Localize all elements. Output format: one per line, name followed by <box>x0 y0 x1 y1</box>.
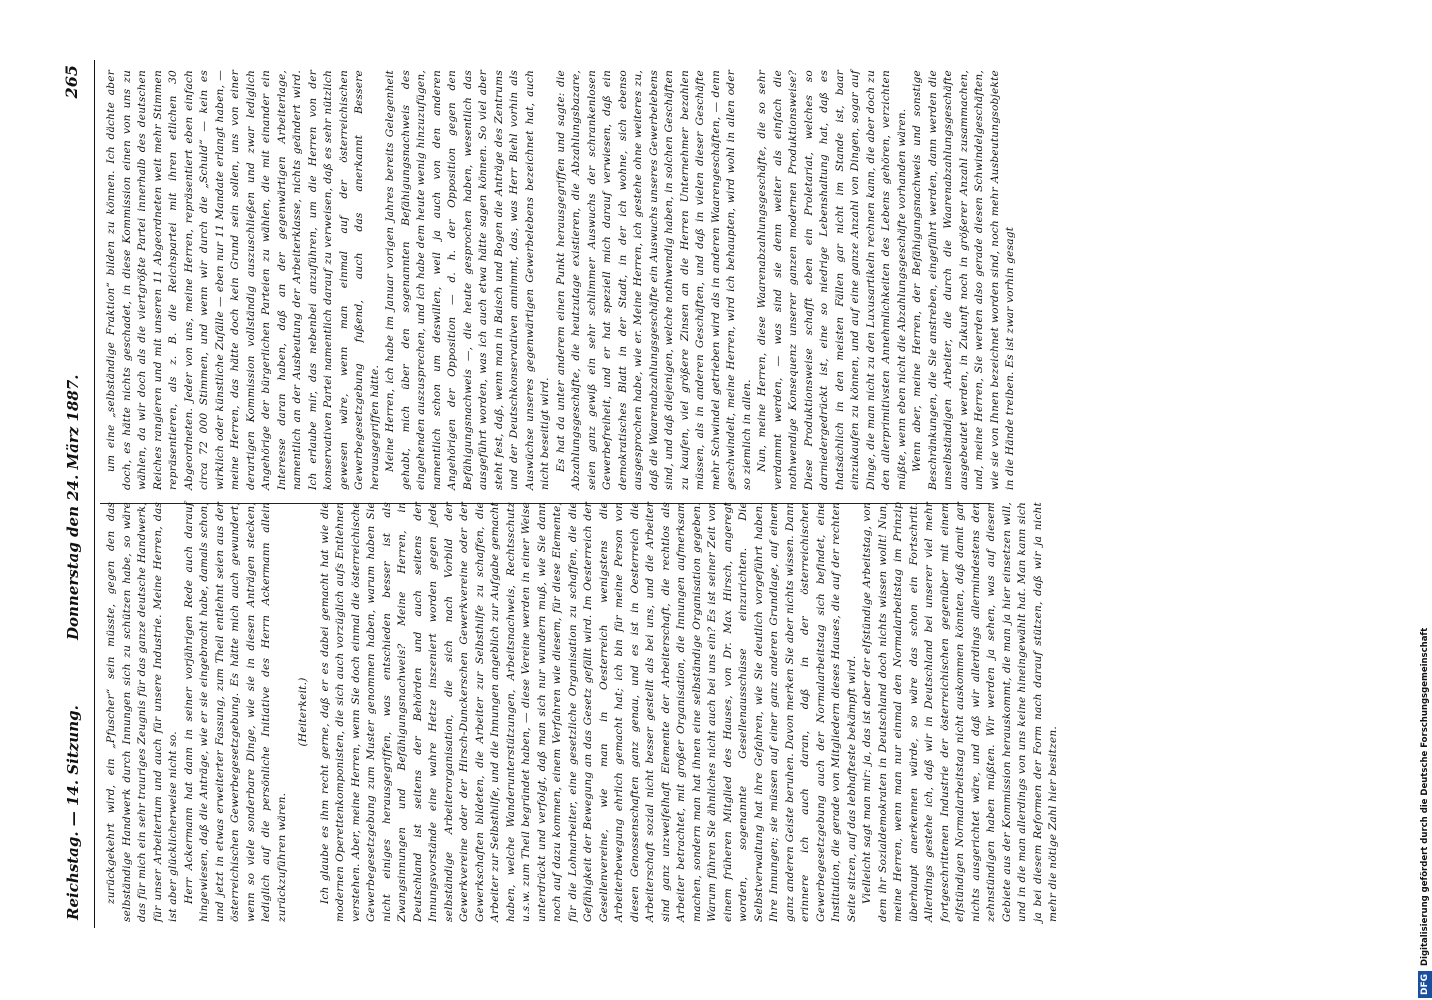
paragraph: zurückgekehrt wird, ein „Pfuscher“ sein müsste, gegen den das selbständige Handwerk durch Innungen sich zu schützen habe, so wäre das für mich ein sehr trauriges Zeugnis für das ganze deutsche Handwerk, für unser Arbeitertum und auch für unsere Industrie. Meine Herren, das ist aber glücklicherweise nicht so. <box>105 502 179 922</box>
right-column <box>104 70 1016 490</box>
digitization-credit: Digitalisierung gefördert durch die Deutsche Forschungsgemeinschaft <box>1420 627 1430 966</box>
paragraph: Nun, meine Herren, diese Waarenabzahlungsgeschäfte, die so sehr verdammt werden, — was sind sie denn weiter als einfach die nothwendige Konsequenz unserer ganzen modernen Produktionsweise? Diese Produktionsweise schafft eben ein Proletariat, welches so darniedergedrückt ist, eine so niedrige Lebenshaltung hat, daß es thatsächlich in den meisten Fällen gar nicht im Stande ist, baar einzukaufen zu können, und auf eine ganze Anzahl von Dingen, sogar auf Dinge, die man nicht zu den Luxusartikeln rechnen kann, die aber doch zu den allerprimitivsten Annehmlichkeiten des Lebens gehören, verzichten müßte, wenn eben nicht die Abzahlungsgeschäfte vorhanden wären. <box>756 70 908 490</box>
interjection: (Heiterkeit.) <box>297 677 309 747</box>
dfg-logo: DFG <box>1418 971 1432 998</box>
running-head <box>58 65 92 920</box>
paragraph: Ich glaube es ihm recht gerne, daß er es dabei gemacht hat wie die modernen Operettenkomponisten, die sich auch vorzüglich aufs Entlehnen verstehen. Aber, meine Herren, wenn Sie doch einmal die österreichische Gewerbegesetzgebung zum Muster genommen haben, warum haben Sie nicht einiges herausgegriffen, was entschieden besser ist als Zwangsinnungen und Befähigungsnachweis? Meine Herren, in Deutschland ist seitens der Behörden und auch seitens der Innungsvorstände eine wahre Hetze inszeniert worden gegen jede selbständige Arbeiterorganisation, die sich nach Vorbild der Gewerkvereine oder der Hirsch-Dunckerschen Gewerkvereine oder der Gewerkschaften bildeten, die Arbeiter zur Selbsthilfe zu schaffen, die Arbeiter zur Selbsthilfe, und die Innungen angeblich zur Aufgabe gemacht haben, welche Wanderunterstützungen, Arbeitsnachweis, Rechtsschutz u.s.w. zum Theil begründet haben, — diese Vereine werden in einer Weise unterdrückt und verfolgt, daß man sich nur wundern muß, wie Sie dann noch auf dazu kommen, einem Verfahren wie diesem, für diese Elemente, für die Lohnarbeiter, eine gesetzliche Organisation zu schaffen, die die Gefähigkeit der Bewegung an das Gesetz gefällt wird. Im Oesterreich der Gesellenvereine, wie man in Oesterreich wenigstens die Arbeiterbewegung ehrlich gemacht hat; ich bin für meine Person von diesen Genossenschaften ganz genau, und es ist in Oesterreich die Arbeiterschaft sozial nicht besser gestellt als bei uns, und die Arbeiter sind ganz unzweifelhaft Elemente der Arbeiterschaft, die rechtlos als Arbeiter betrachtet, mit großer Organisation, die Innungen aufmerksam machen, sondern man hat ihnen eine selbständige Organisation gegeben. Warum führen Sie ähnliches nicht auch bei uns ein? Es ist seiner Zeit von einem früheren Mitglied des Hauses, von Dr. Max Hirsch, angeregt worden, sogenannte Gesellenausschüsse einzurichten. Die Selbstverwaltung hat ihre Gefahren, wie Sie deutlich vorgeführt haben. Ihre Innungen; sie müssen auf einer ganz anderen Grundlage, auf einem ganz anderen Geiste beruhen. Davon merken Sie aber nichts wissen. Dann erinnere ich auch daran, daß in der österreichischen Gewerbegesetzgebung auch der Normalarbeitstag sich befindet, eine Institution, die gerade von Mitgliedern dieses Hauses, die auf der rechten Seite sitzen, auf das lebhafteste bekämpft wird. <box>318 502 858 922</box>
paragraph: Vielleicht sagt man mir: ja, das ist aber der elfstündige Arbeitstag, von dem ihr Sozialdemokraten in Deutschland doch nichts wissen wollt! Nun, meine Herren, wenn man nur einmal den Normalarbeitstag im Prinzip überhaupt anerkennen würde, so wäre das schon ein Fortschritt. Allerdings gestehe ich, daß wir in Deutschland bei unserer viel mehr fortgeschrittenen Industrie der österreichischen gegenüber mit einem elfstündigen Normalarbeitstag nicht auskommen könnten, daß damit gar nichts ausgerichtet wäre, und daß wir allerdings allermindestens den zehnstündigen haben müßten. Wir werden ja sehen, was auf diesem Gebiete aus der Kommission herauskommt, die man ja hier einsetzen will, und in die man allerdings von uns keine hineingewählt hat. Man kann sich ja bei diesem Reformen der Form nach darauf stützen, daß wir ja nicht mehr die nötige Zahl hier besitzen. <box>861 502 1059 922</box>
paragraph: Meine Herren, ich habe im Januar vorigen Jahres bereits Gelegenheit gehabt, mich über den sogenannten Befähigungsnachweis des eingehenden auszusprechen, und ich habe dem heute wenig hinzuzufügen, namentlich schon um deswillen, weil ja auch von den anderen Angehörigen der Opposition — d. h. der Opposition gegen den Befähigungsnachweis —, die heute gesprochen haben, wesentlich das ausgeführt worden, was ich auch etwa hätte sagen können. So viel aber steht fest, daß, wenn man in Baisch und Bogen die Anträge des Zentrums und der Deutschkonservativen annimmt, das, was Herr Biehl vorhin als Auswüchse unseres gegenwärtigen Gewerbelebens bezeichnet hat, auch nicht beseitigt wird. <box>384 70 551 490</box>
credit-strip <box>1418 0 1432 1000</box>
running-head-date: Donnerstag den 24. März 1887. <box>64 374 82 640</box>
paragraph: Wenn aber, meine Herren, der Befähigungsnachweis und sonstige Beschränkungen, die Sie anstreben, eingeführt werden, dann werden die unselbständigen Arbeiter, die durch die Waarenabzahlungsgeschäfte ausgebeutet werden, in Zukunft noch in größerer Anzahl zusammachen, und, meine Herren, Sie werden also gerade diesen Schwindelgeschäften, wie sie von Ihnen bezeichnet worden sind, noch mehr Ausbeutungsobjekte in die Hände treiben. Es ist zwar vorhin gesagt <box>911 70 1016 490</box>
paragraph: Herr Ackermann hat dann in seiner vorjährigen Rede auch darauf hingewiesen, daß die Anträge, wie er sie eingebracht habe, damals schon, und jetzt in etwas erweiterter Fassung, zum Theil entlehnt seien aus der österreichischen Gewerbegesetzgebung. Es hätte mich auch gewundert, wenn so viele sonderbare Dinge, wie sie in diesen Anträgen stecken, lediglich auf die persönliche Initiative des Herrn Ackermann allein zurückzuführen wären. <box>182 502 288 922</box>
running-head-left: Reichstag. — 14. Sitzung. <box>64 705 82 920</box>
paragraph: Es hat da unter anderem einen Punkt herausgegriffen und sagte: die Abzahlungsgeschäfte, die heutzutage existieren, die Abzahlungsbazare, seien ganz gewiß ein sehr schlimmer Auswuchs der schrankenlosen Gewerbefreiheit, und er hat speziell mich darauf verwiesen, daß ein demokratisches Blatt in der Stadt, in der ich wohne, sich ebenso ausgesprochen habe, wie er. Meine Herren, ich gestehe ohne weiteres zu, daß die Waarenabzahlungsgeschäfte ein Auswuchs unseres Gewerbelebens sind, und daß diejenigen, welche nothwendig haben, in solchen Geschäften zu kaufen, viel größere Zinsen an die Herren Unternehmer bezahlen müssen, als in anderen Geschäften, und daß in vielen dieser Geschäfte mehr Schwindel getrieben wird als in anderen Waarengeschäften, — denn geschwindelt, meine Herren, wird ich behaupten, wird wohl in allen oder so ziemlich in allen. <box>554 70 753 490</box>
header-rule <box>94 60 95 928</box>
paragraph: um eine „selbständige Fraktion“ bilden zu können. Ich dächte aber doch, es hätte nichts geschadet, in diese Kommission einen von uns zu wählen, da wir doch als die viertgrößte Partei innerhalb des deutschen Reiches rangieren und mit unseren 11 Abgeordneten weit mehr Stimmen repräsentieren, als z. B. die Reichspartei mit ihren etlichen 30 Abgeordneten. Jeder von uns, meine Herren, repräsentiert eben einfach circa 72 000 Stimmen, und wenn wir durch die „Schuld“ — kein es wirklich oder künstliche Zufälle — eben nur 11 Mandate erlangt haben, — meine Herren, das hätte doch kein Grund sein sollen, uns von einer derartigen Kommission vollständig auszuschließen und zwar lediglich Angehörige der bürgerlichen Parteien zu wählen, die mit einander ein Interesse daran haben, daß an der gegenwärtigen Arbeiterlage, namentlich an der Ausbeutung der Arbeiterklasse, nichts geändert wird. Ich erlaube mir, das nebenbei anzuführen, um die Herren von der konservativen Partei namentlich darauf zu verweisen, daß es sehr nützlich gewesen wäre, wenn man einmal auf der österreichischen Gewerbegesetzgebung fußend, auch das anerkannt Bessere herausgegriffen hätte. <box>105 70 381 490</box>
page-number: 265 <box>62 65 81 99</box>
left-column <box>104 502 1059 922</box>
